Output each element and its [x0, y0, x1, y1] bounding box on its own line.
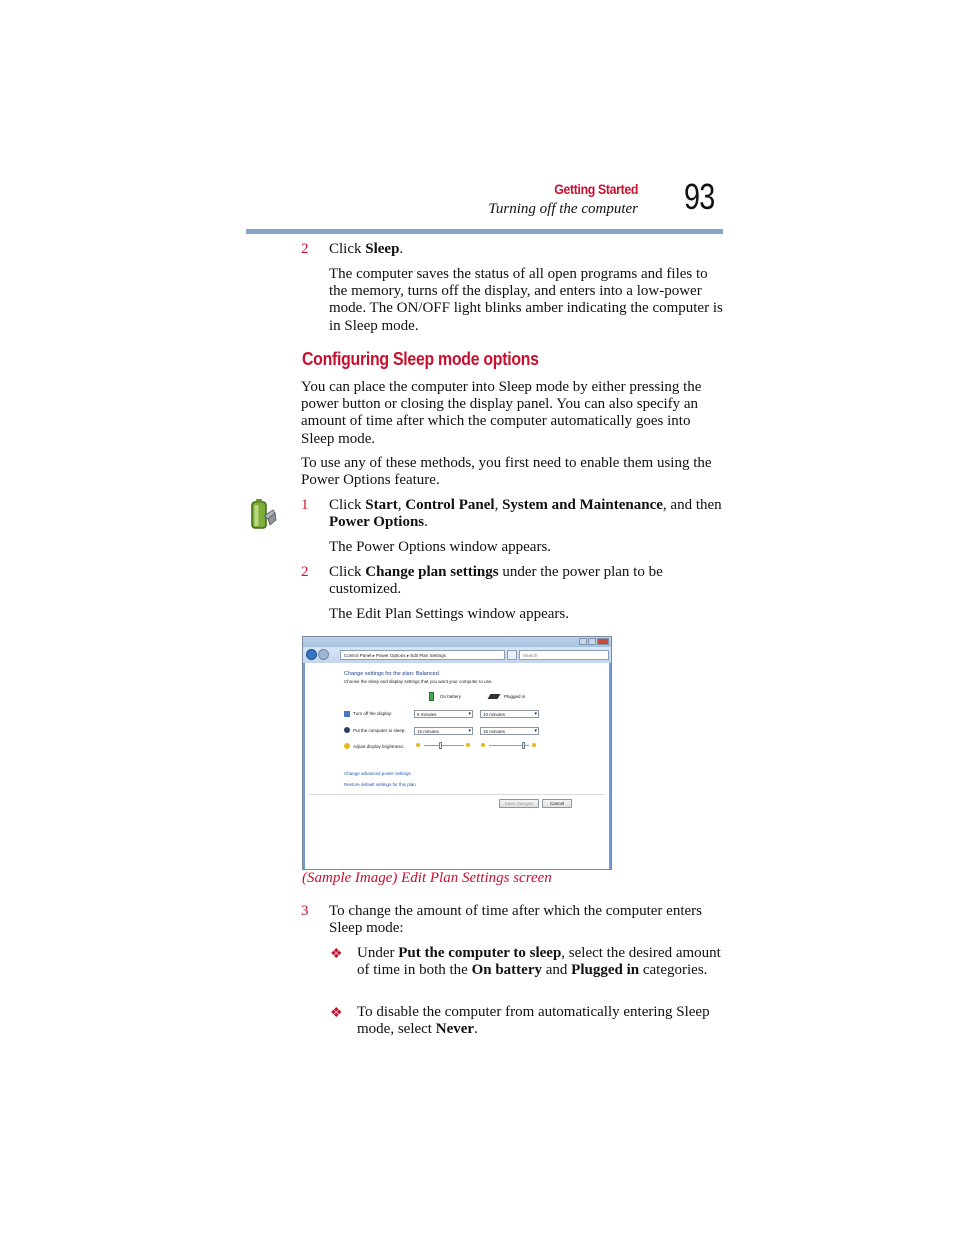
battery-tip-icon [246, 498, 278, 532]
page-number: 93 [684, 176, 715, 217]
on-battery-header: On battery [440, 694, 462, 699]
forward-icon[interactable] [318, 649, 329, 660]
step-result: The Power Options window appears. [329, 539, 552, 555]
brightness-battery-slider[interactable] [424, 745, 464, 746]
bullet-text: To disable the computer from automatically entering Sleep mode, select Never. [357, 1004, 710, 1038]
restore-defaults-link[interactable]: Restore default settings for this plan [344, 782, 416, 787]
bullet-text: Under Put the computer to sleep, select the desired amount of time in both the On battery and Plugged in categories. [357, 945, 721, 979]
search-input[interactable]: Search [519, 650, 609, 660]
display-label: Turn off the display: [353, 711, 393, 716]
sleep-label: Put the computer to sleep: [353, 728, 406, 733]
brightness-label: Adjust display brightness: [353, 744, 405, 749]
bullet-symbol: ❖ [330, 1006, 343, 1021]
figure-caption: (Sample Image) Edit Plan Settings screen [302, 870, 552, 886]
address-toolbar [303, 647, 611, 663]
display-plugged-select[interactable]: 10 minutes ▾ [480, 710, 539, 718]
brightness-plugged-thumb[interactable] [522, 742, 525, 749]
step-number: 2 [301, 564, 309, 580]
maximize-icon[interactable] [588, 638, 596, 645]
sleep-battery-select[interactable]: 15 minutes ▾ [414, 727, 473, 735]
address-bar[interactable]: Control Panel ▸ Power Options ▸ Edit Plan Settings [340, 650, 505, 660]
refresh-icon[interactable] [507, 650, 517, 660]
monitor-icon [344, 711, 350, 717]
sun-icon [481, 743, 485, 747]
brightness-battery-thumb[interactable] [439, 742, 442, 749]
advanced-settings-link[interactable]: Change advanced power settings [344, 771, 411, 776]
step-number: 3 [301, 903, 309, 919]
moon-icon [344, 727, 350, 733]
plan-subtitle: Choose the sleep and display settings that you want your computer to use. [344, 679, 493, 684]
sun-icon [416, 743, 420, 747]
step-result: The Edit Plan Settings window appears. [329, 606, 569, 622]
plan-title: Change settings for the plan: Balanced [344, 671, 439, 677]
window-titlebar [303, 637, 611, 647]
back-icon[interactable] [306, 649, 317, 660]
step-description: The computer saves the status of all open programs and files to the memory, turns off the display, and enters into a low-power mode. The ON/OFF light blinks amber indicating the computer is in Sleep mode. [329, 266, 723, 334]
save-changes-button[interactable]: Save changes [499, 799, 539, 808]
plugged-in-header: Plugged in [504, 694, 526, 699]
running-header-subsection: Turning off the computer [488, 201, 638, 217]
display-battery-select[interactable]: 5 minutes ▾ [414, 710, 473, 718]
sun-icon [532, 743, 536, 747]
edit-plan-settings-screenshot [302, 636, 612, 870]
paragraph: You can place the computer into Sleep mode by either pressing the power button or closing the display panel. You can also specify an amount of time after which the computer automatically goes into Sleep mode. [301, 379, 702, 447]
step-number: 1 [301, 497, 309, 513]
plug-icon [488, 694, 501, 699]
running-header-section: Getting Started [554, 181, 638, 197]
close-icon[interactable] [597, 638, 609, 645]
sleep-plugged-select[interactable]: 15 minutes ▾ [480, 727, 539, 735]
step-number: 2 [301, 241, 309, 257]
header-rule [246, 229, 723, 234]
step-text: To change the amount of time after which the computer enters Sleep mode: [329, 903, 702, 937]
step-text: Click Sleep. [329, 241, 404, 257]
section-heading: Configuring Sleep mode options [302, 349, 539, 369]
bullet-symbol: ❖ [330, 947, 343, 962]
sun-icon [344, 743, 350, 749]
minimize-icon[interactable] [579, 638, 587, 645]
cancel-button[interactable]: Cancel [542, 799, 572, 808]
step-text: Click Change plan settings under the power plan to be customized. [329, 564, 663, 598]
step-text: Click Start, Control Panel, System and Maintenance, and then Power Options. [329, 497, 722, 531]
sun-icon [466, 743, 470, 747]
paragraph: To use any of these methods, you first need to enable them using the Power Options feature. [301, 455, 712, 489]
battery-icon [429, 692, 434, 701]
